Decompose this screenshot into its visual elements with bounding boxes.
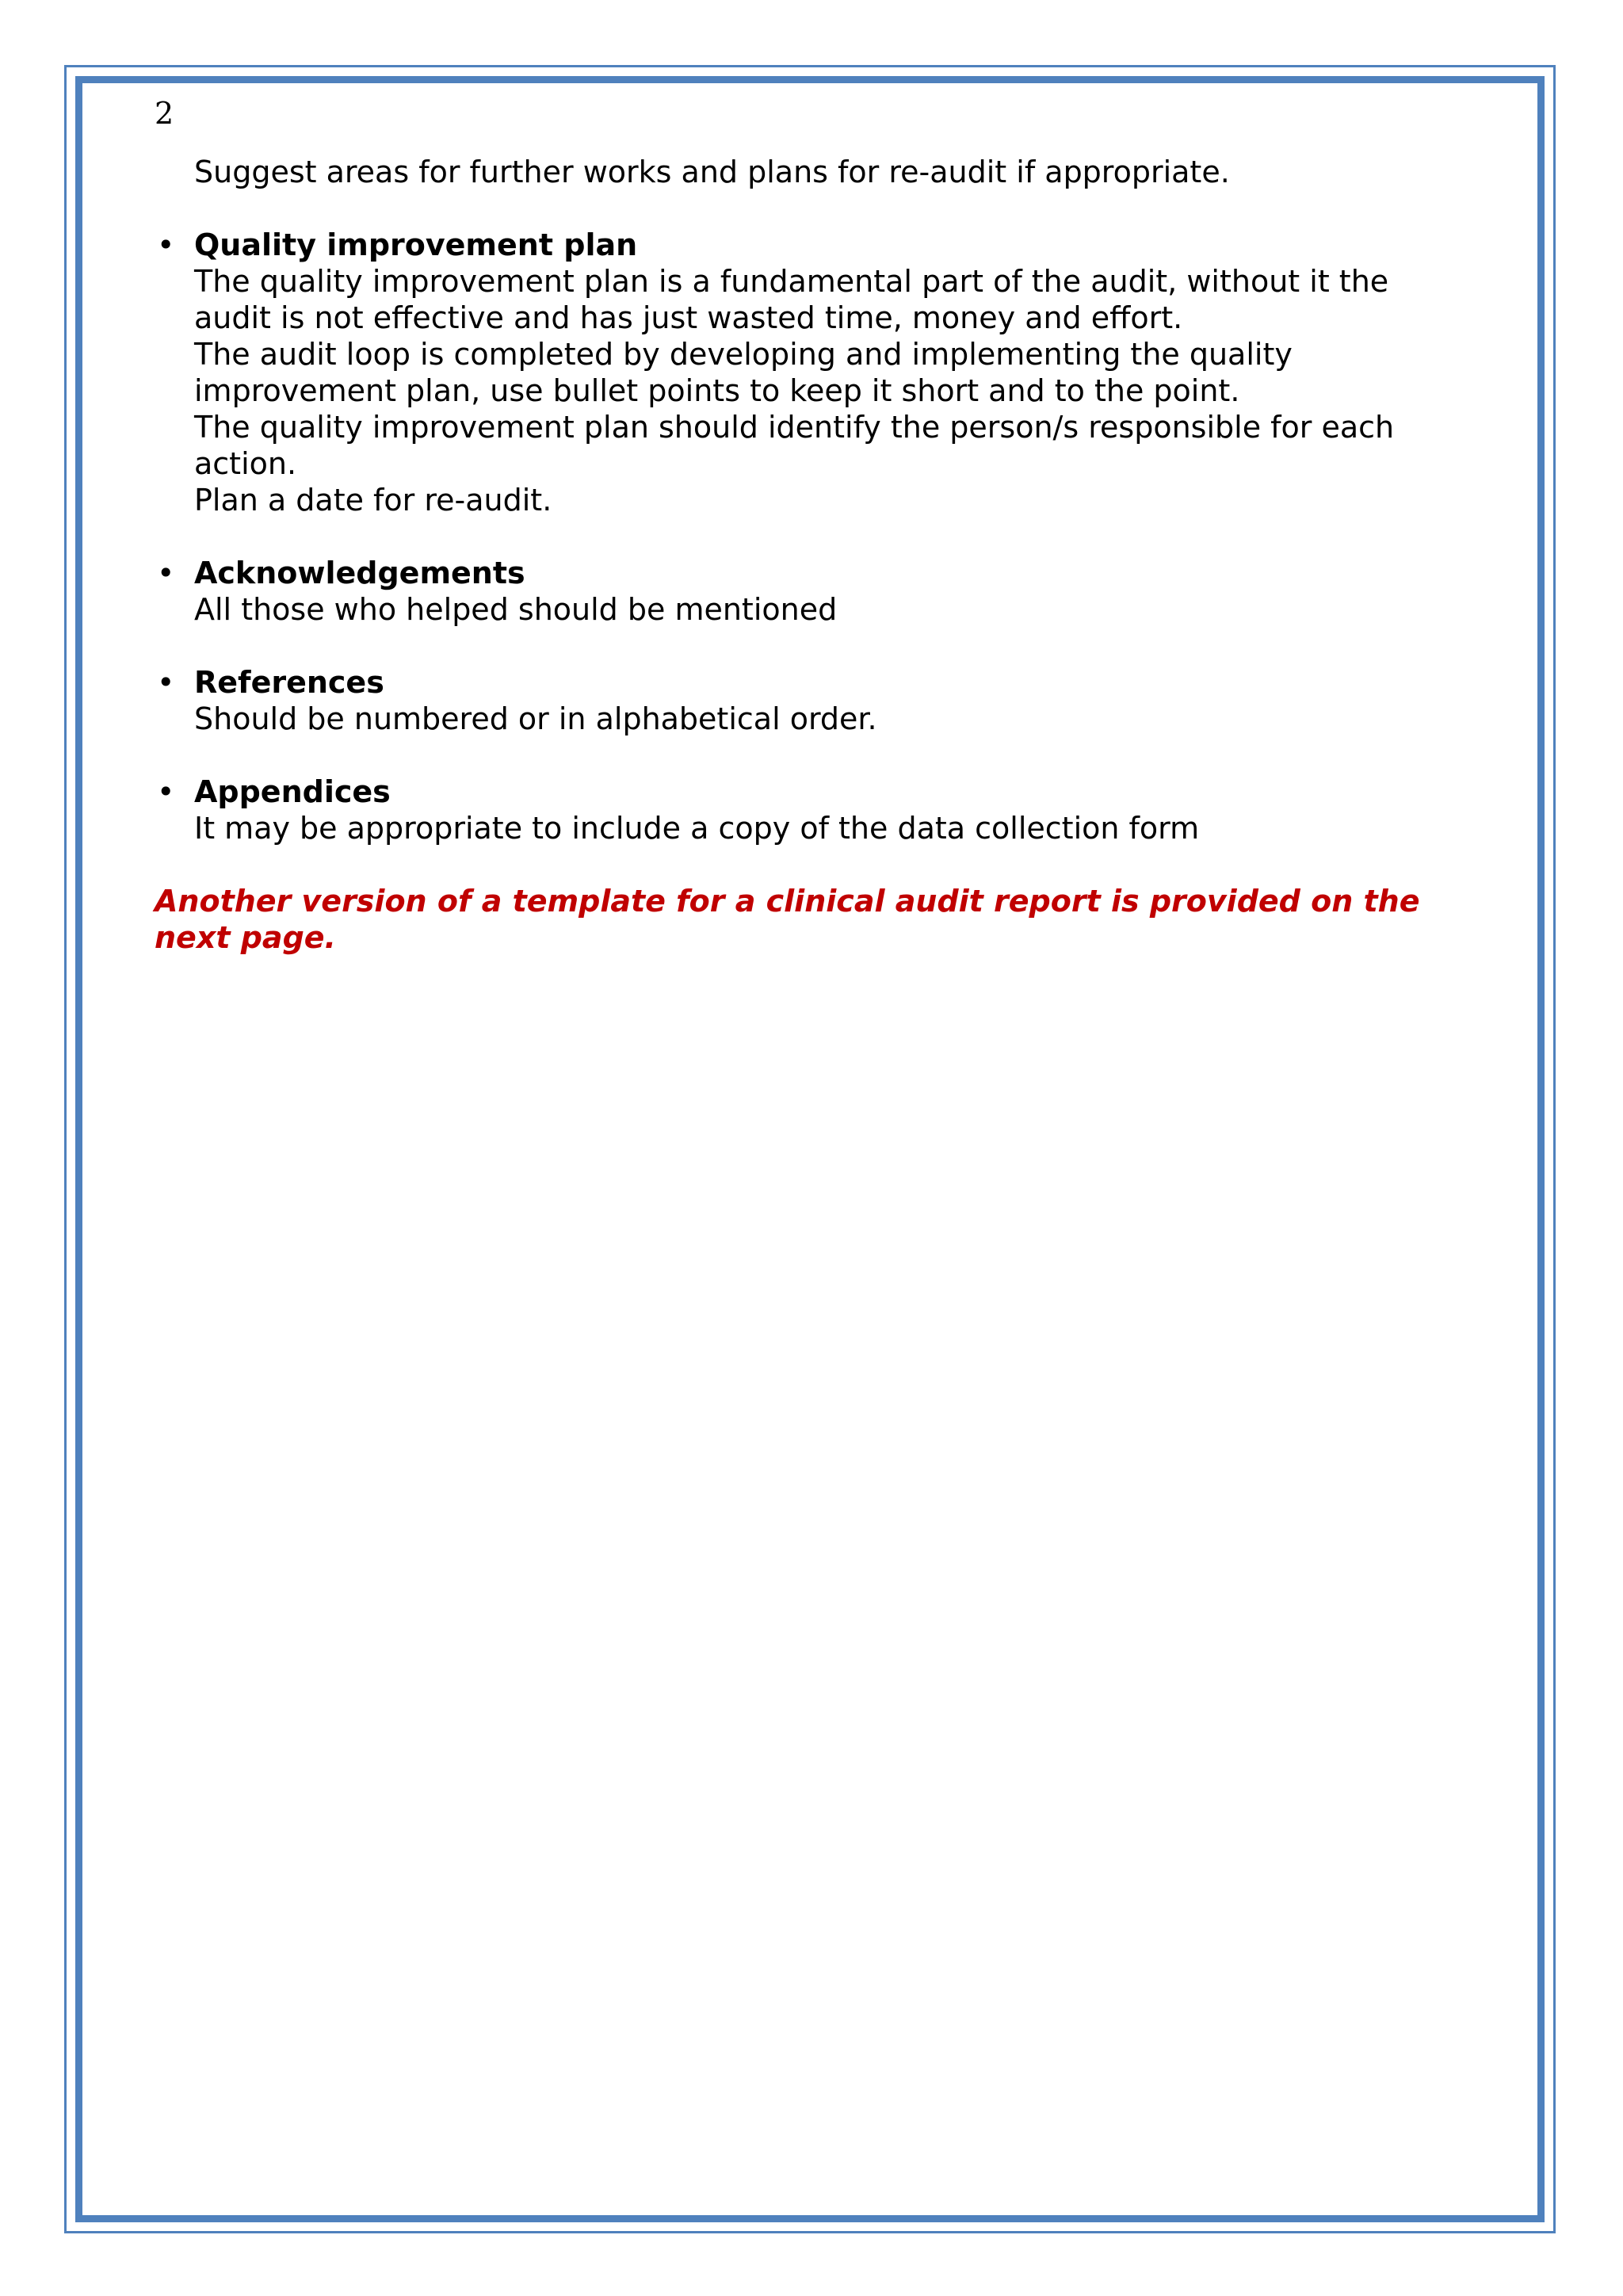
section-acknowledgements — [155, 555, 1454, 628]
bullet-icon: • — [157, 556, 175, 590]
note-line: Another version of a template for a clinical audit report is provided on the — [155, 884, 1420, 919]
lead-paragraph: Suggest areas for further works and plans for re-audit if appropriate. — [194, 155, 1230, 189]
section-references — [155, 664, 1454, 737]
section-line: The quality improvement plan should identify the person/s responsible for each — [194, 410, 1395, 445]
section-line: Should be numbered or in alphabetical order. — [194, 701, 877, 736]
section-line: action. — [194, 446, 297, 481]
bullet-icon: • — [157, 774, 175, 809]
note-line: next page. — [155, 920, 336, 955]
section-line: Plan a date for re-audit. — [194, 483, 552, 518]
section-title: Quality improvement plan — [194, 227, 638, 262]
section-line: All those who helped should be mentioned — [194, 592, 838, 627]
section-quality-improvement-plan — [155, 227, 1454, 518]
section-line: The quality improvement plan is a fundamental part of the audit, without it the — [194, 264, 1389, 299]
section-line: The audit loop is completed by developing and implementing the quality — [194, 337, 1293, 372]
section-line: improvement plan, use bullet points to keep it short and to the point. — [194, 373, 1240, 408]
section-line: audit is not effective and has just wasted time, money and effort. — [194, 300, 1183, 335]
section-title: Acknowledgements — [194, 556, 525, 590]
page-number: 2 — [155, 96, 174, 131]
bullet-icon: • — [157, 227, 175, 262]
section-appendices — [155, 774, 1454, 846]
section-title: Appendices — [194, 774, 391, 809]
next-page-note — [155, 883, 1454, 956]
section-title: References — [194, 665, 384, 700]
document-body — [155, 95, 1454, 956]
bullet-icon: • — [157, 665, 175, 700]
section-line: It may be appropriate to include a copy of the data collection form — [194, 811, 1200, 846]
